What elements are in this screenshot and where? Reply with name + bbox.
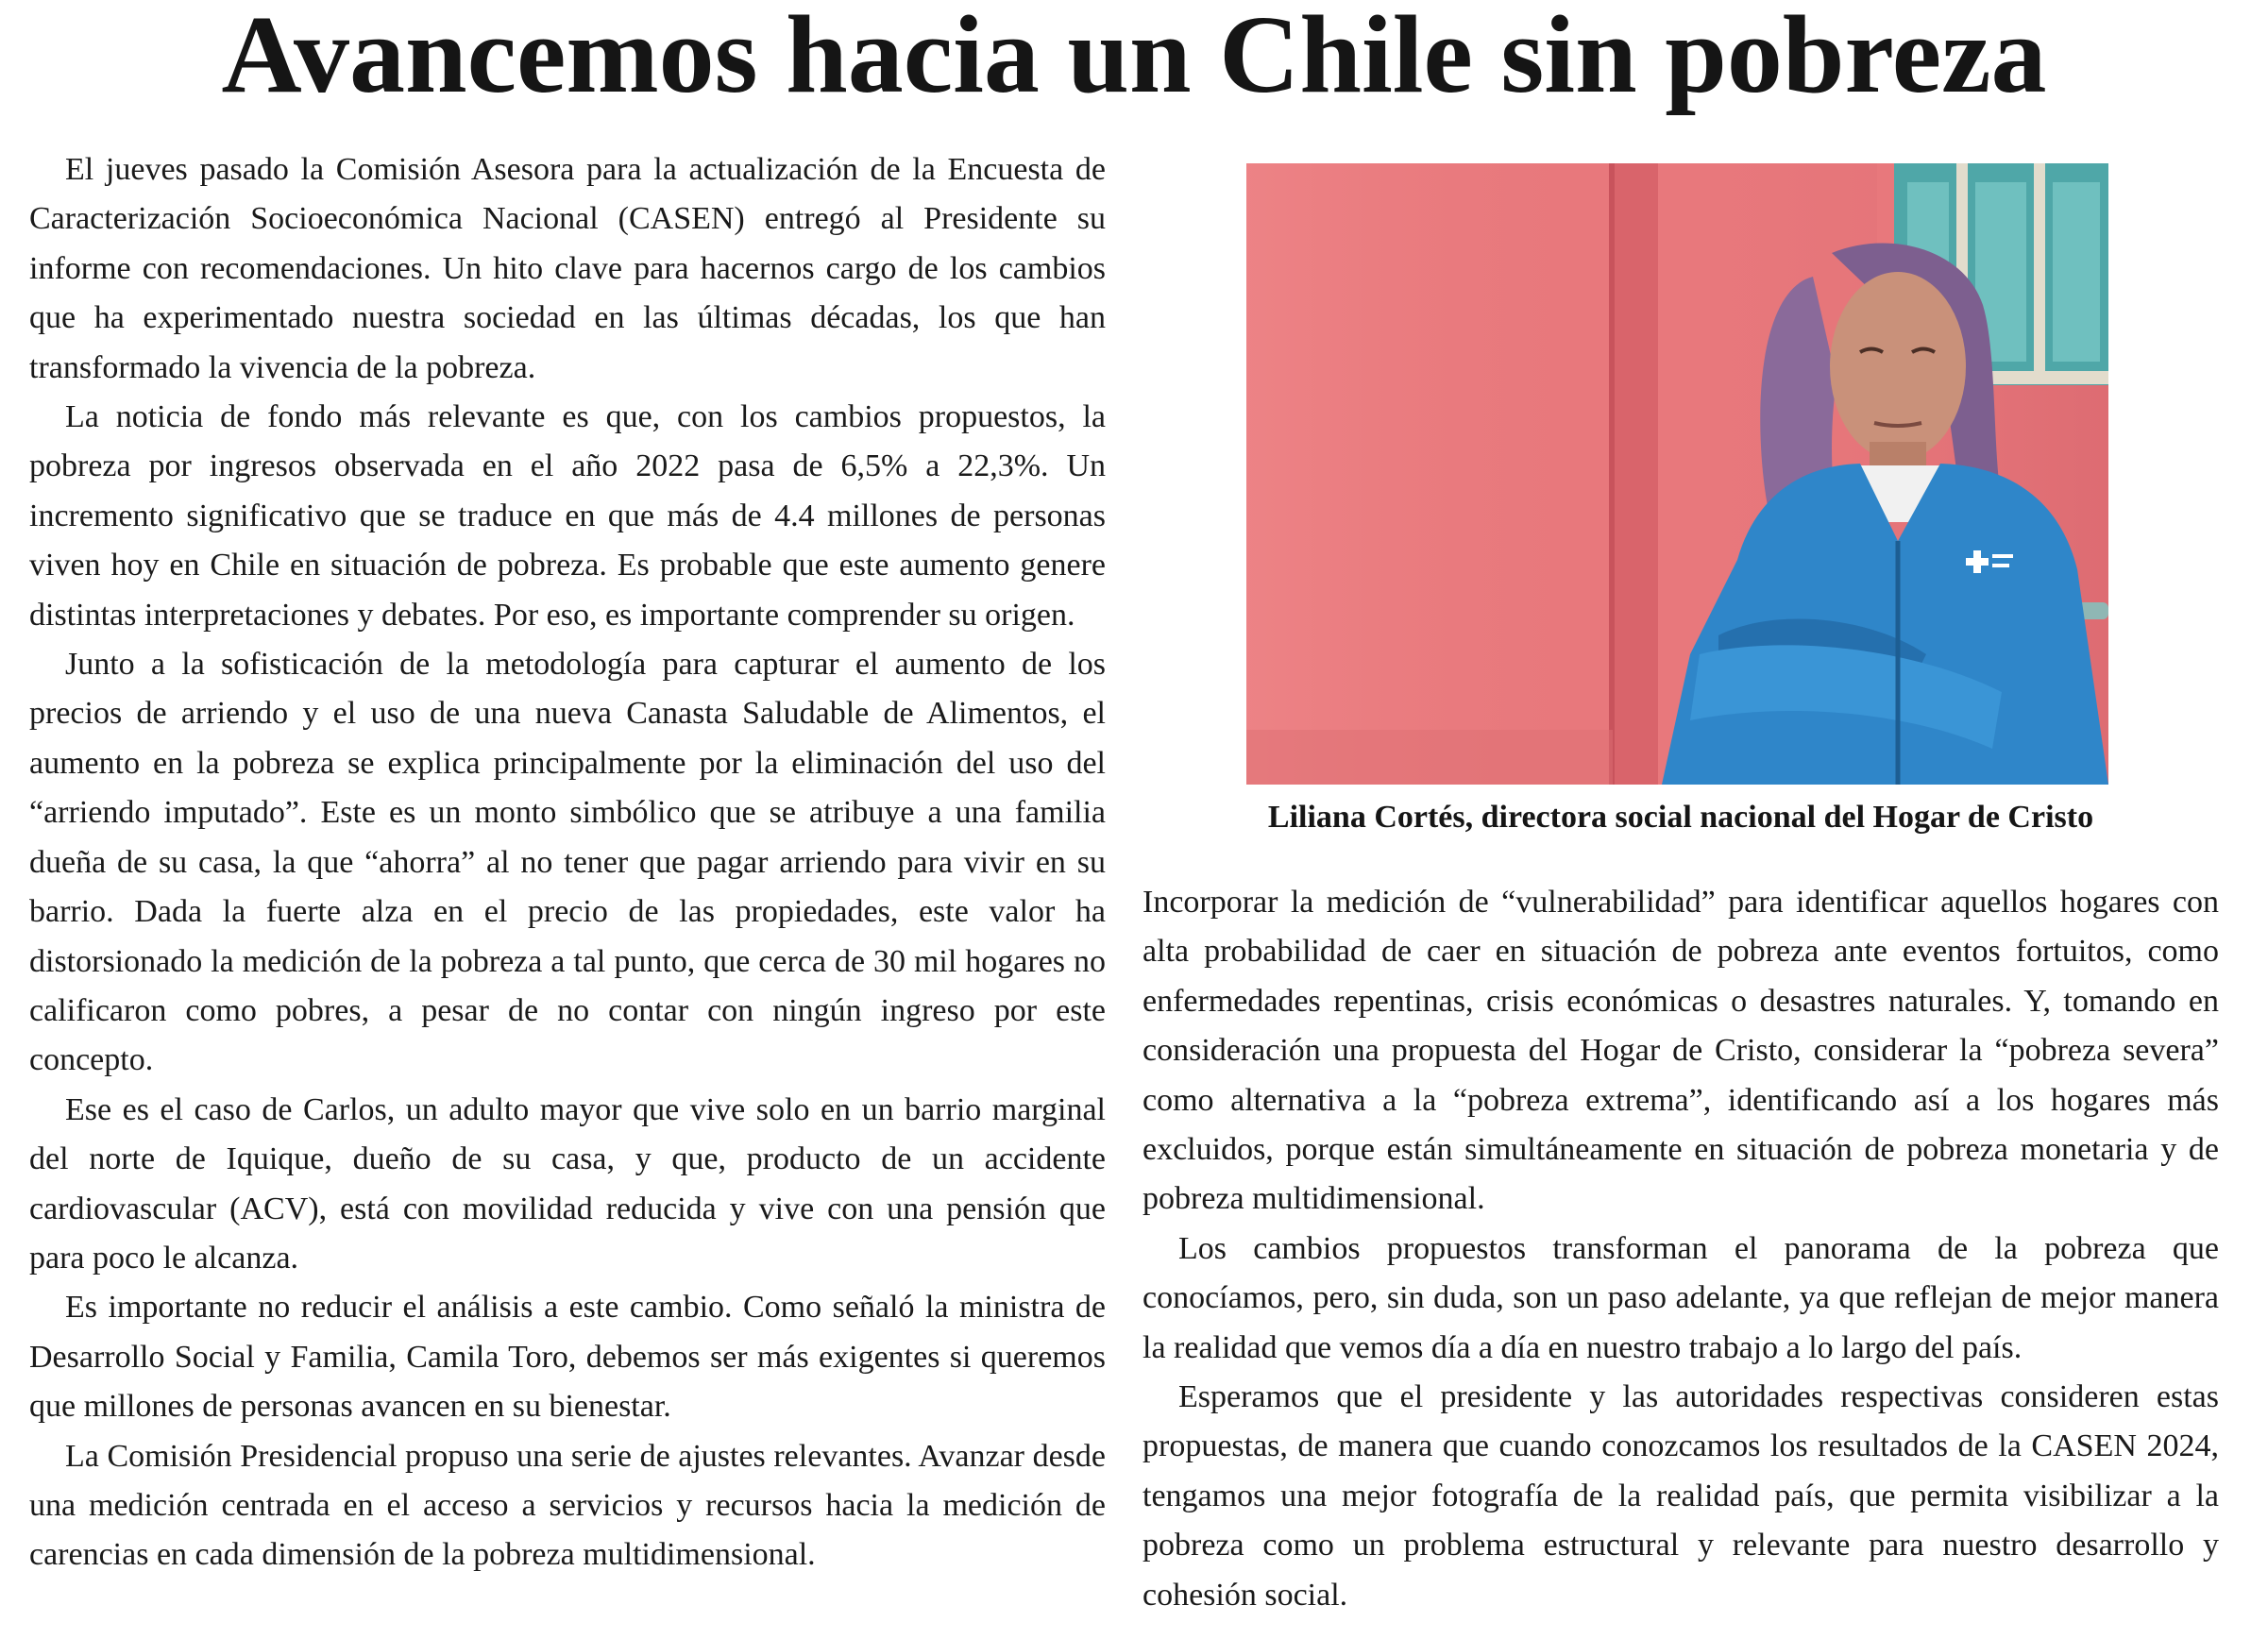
paragraph: Incorporar la medición de “vulnerabilidad” para identificar aquellos hogares con alta probabilidad de caer en situación de pobreza ante eventos fortuitos, como enfermedades repentinas, crisis económicas o desastres naturales. Y, tomando en consideración una propuesta del Hogar de Cristo, considerar la “pobreza severa” como alternativa a la “pobreza extrema”, identificando así a los hogares más excluidos, porque están simultáneamente en situación de pobreza monetaria y de pobreza multidimensional. (1142, 885, 2219, 1217)
paragraph: El jueves pasado la Comisión Asesora para la actualización de la Encuesta de Caracterización Socioeconómica Nacional (CASEN) entregó al Presidente su informe con recomendaciones. Un hito clave para hacernos cargo de los cambios que ha experimentado nuestra sociedad en las últimas décadas, los que han transformado la vivencia de la pobreza. (29, 152, 1106, 385)
face (1830, 272, 1966, 461)
wall-lower (1246, 730, 1613, 785)
paragraph: Ese es el caso de Carlos, un adulto mayor que vive solo en un barrio marginal del norte de Iquique, dueño de su casa, y que, producto de un accidente cardiovascular (ACV), está con movilidad reducida y vive con una pensión que para poco le alcanza. (29, 1091, 1106, 1276)
paragraph: Junto a la sofisticación de la metodología para capturar el aumento de los precios de arriendo y el uso de una nueva Canasta Saludable de Alimentos, el aumento en la pobreza se explica principalmente por la eliminación del uso del “arriendo imputado”. Este es un monto simbólico que se atribuye a una familia dueña de su casa, la que “ahorra” al no tener que pagar arriendo para vivir en su barrio. Dada la fuerte alza en el precio de las propiedades, este valor ha distorsionado la medición de la pobreza a tal punto, que cerca de 30 mil hogares no calificaron como pobres, a pesar de no contar con ningún ingreso por este concepto. (29, 647, 1106, 1078)
paragraph: Es importante no reducir el análisis a este cambio. Como señaló la ministra de Desarrollo Social y Familia, Camila Toro, debemos ser más exigentes si queremos que millones de personas avancen en su bienestar. (29, 1290, 1106, 1425)
wall-pillar (1613, 163, 1658, 785)
photo-caption: Liliana Cortés, directora social nacional del Hogar de Cristo (1267, 800, 2094, 835)
right-column (1142, 878, 2219, 1620)
headline: Avancemos hacia un Chile sin pobreza (221, 0, 2047, 116)
portrait-photo (1246, 163, 2108, 785)
paragraph: La Comisión Presidencial propuso una serie de ajustes relevantes. Avanzar desde una medición centrada en el acceso a servicios y recursos hacia la medición de carencias en cada dimensión de la pobreza multidimensional. (29, 1438, 1106, 1573)
paragraph: Los cambios propuestos transforman el panorama de la pobreza que conocíamos, pero, sin duda, son un paso adelante, ya que reflejan de mejor manera la realidad que vemos día a día en nuestro trabajo a lo largo del país. (1142, 1230, 2219, 1365)
left-column (29, 145, 1106, 1580)
paragraph: La noticia de fondo más relevante es que, con los cambios propuestos, la pobreza por ingresos observada en el año 2022 pasa de 6,5% a 22,3%. Un incremento significativo que se traduce en que más de 4.4 millones de personas viven hoy en Chile en situación de pobreza. Es probable que este aumento genere distintas interpretaciones y debates. Por eso, es importante comprender su origen. (29, 399, 1106, 633)
portrait-illustration (1246, 163, 2108, 785)
window-pane (2053, 182, 2100, 362)
paragraph: Esperamos que el presidente y las autoridades respectivas consideren estas propuestas, de manera que cuando conozcamos los resultados de la CASEN 2024, tengamos una mejor fotografía de la realidad país, que permita visibilizar a la pobreza como un problema estructural y relevante para nuestro desarrollo y cohesión social. (1142, 1379, 2219, 1613)
pillar-edge (1609, 163, 1615, 785)
window-bar (2034, 163, 2045, 371)
